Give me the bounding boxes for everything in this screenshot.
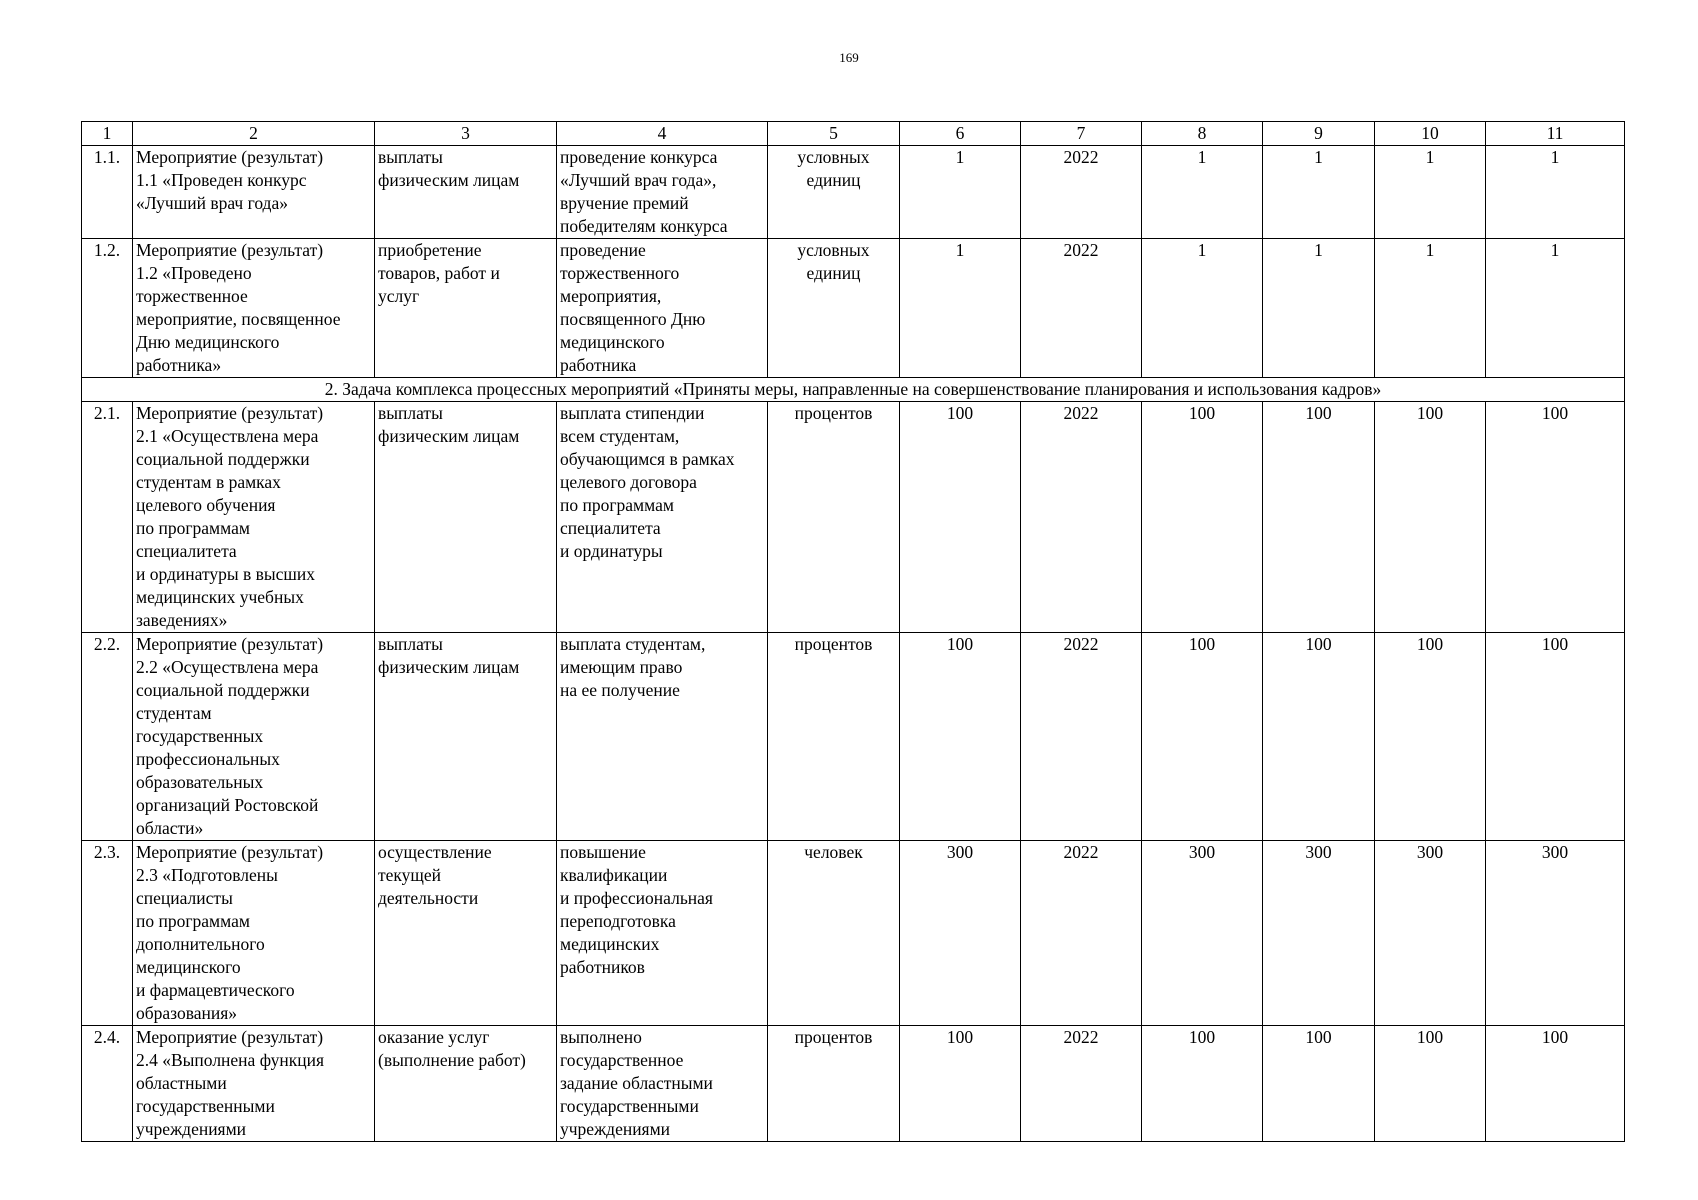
header-cell-5: 5 [768,122,900,146]
value-col-10: 1 [1375,146,1486,239]
value-col-10: 1 [1375,239,1486,378]
value-col-6: 300 [900,841,1021,1026]
measure-name: Мероприятие (результат) 2.4 «Выполнена функция областными государственными учреждениями [133,1026,375,1142]
row-number: 2.1. [82,402,133,633]
value-col-7: 2022 [1021,402,1142,633]
value-col-9: 100 [1263,1026,1375,1142]
unit-of-measure: человек [768,841,900,1026]
measure-name: Мероприятие (результат) 2.2 «Осуществлена мера социальной поддержки студентам государственных профессиональных образовательных организаций Ростовской области» [133,633,375,841]
value-col-11: 1 [1486,239,1625,378]
header-cell-6: 6 [900,122,1021,146]
value-col-6: 100 [900,1026,1021,1142]
unit-of-measure: процентов [768,633,900,841]
header-row [82,122,1625,146]
measure-description: выплата студентам, имеющим право на ее получение [557,633,768,841]
header-cell-11: 11 [1486,122,1625,146]
page-number: 169 [839,50,859,65]
value-col-7: 2022 [1021,633,1142,841]
value-col-8: 100 [1142,1026,1263,1142]
measure-description: выполнено государственное задание областными государственными учреждениями [557,1026,768,1142]
header-cell-4: 4 [557,122,768,146]
measures-table [81,121,1625,1142]
value-col-7: 2022 [1021,841,1142,1026]
measure-type: оказание услуг (выполнение работ) [375,1026,557,1142]
value-col-7: 2022 [1021,146,1142,239]
table-row [82,239,1625,378]
value-col-6: 1 [900,239,1021,378]
measure-type: выплаты физическим лицам [375,633,557,841]
table-row [82,146,1625,239]
table-row [82,841,1625,1026]
value-col-10: 100 [1375,402,1486,633]
measure-description: повышение квалификации и профессиональная переподготовка медицинских работников [557,841,768,1026]
header-cell-2: 2 [133,122,375,146]
value-col-9: 1 [1263,146,1375,239]
value-col-11: 1 [1486,146,1625,239]
value-col-8: 300 [1142,841,1263,1026]
measure-description: выплата стипендии всем студентам, обучающимся в рамках целевого договора по программам специалитета и ординатуры [557,402,768,633]
unit-of-measure: условных единиц [768,146,900,239]
row-number: 2.2. [82,633,133,841]
header-cell-3: 3 [375,122,557,146]
measure-name: Мероприятие (результат) 2.1 «Осуществлена мера социальной поддержки студентам в рамках целевого обучения по программам специалитета и ординатуры в высших медицинских учебных заведениях» [133,402,375,633]
value-col-6: 100 [900,633,1021,841]
row-number: 2.4. [82,1026,133,1142]
value-col-8: 1 [1142,239,1263,378]
value-col-8: 1 [1142,146,1263,239]
header-cell-7: 7 [1021,122,1142,146]
value-col-11: 100 [1486,1026,1625,1142]
value-col-11: 300 [1486,841,1625,1026]
value-col-6: 1 [900,146,1021,239]
measure-type: выплаты физическим лицам [375,402,557,633]
value-col-7: 2022 [1021,239,1142,378]
unit-of-measure: процентов [768,402,900,633]
measure-type: выплаты физическим лицам [375,146,557,239]
value-col-9: 300 [1263,841,1375,1026]
measure-description: проведение конкурса «Лучший врач года», вручение премий победителям конкурса [557,146,768,239]
value-col-8: 100 [1142,402,1263,633]
table-row [82,1026,1625,1142]
value-col-11: 100 [1486,633,1625,841]
unit-of-measure: условных единиц [768,239,900,378]
value-col-11: 100 [1486,402,1625,633]
value-col-8: 100 [1142,633,1263,841]
value-col-7: 2022 [1021,1026,1142,1142]
value-col-10: 100 [1375,1026,1486,1142]
value-col-9: 100 [1263,402,1375,633]
header-cell-8: 8 [1142,122,1263,146]
section-title: 2. Задача комплекса процессных мероприятий «Приняты меры, направленные на совершенствование планирования и использования кадров» [82,378,1625,402]
measure-name: Мероприятие (результат) 1.2 «Проведено торжественное мероприятие, посвященное Дню медицинского работника» [133,239,375,378]
header-cell-1: 1 [82,122,133,146]
header-cell-10: 10 [1375,122,1486,146]
row-number: 1.2. [82,239,133,378]
value-col-6: 100 [900,402,1021,633]
section-row [82,378,1625,402]
value-col-9: 1 [1263,239,1375,378]
measure-name: Мероприятие (результат) 1.1 «Проведен конкурс «Лучший врач года» [133,146,375,239]
measure-type: приобретение товаров, работ и услуг [375,239,557,378]
value-col-10: 100 [1375,633,1486,841]
unit-of-measure: процентов [768,1026,900,1142]
header-cell-9: 9 [1263,122,1375,146]
table-row [82,402,1625,633]
value-col-10: 300 [1375,841,1486,1026]
measure-name: Мероприятие (результат) 2.3 «Подготовлены специалисты по программам дополнительного медицинского и фармацевтического образования» [133,841,375,1026]
row-number: 1.1. [82,146,133,239]
measure-type: осуществление текущей деятельности [375,841,557,1026]
value-col-9: 100 [1263,633,1375,841]
table-body [82,122,1625,1142]
row-number: 2.3. [82,841,133,1026]
table-row [82,633,1625,841]
measure-description: проведение торжественного мероприятия, посвященного Дню медицинского работника [557,239,768,378]
